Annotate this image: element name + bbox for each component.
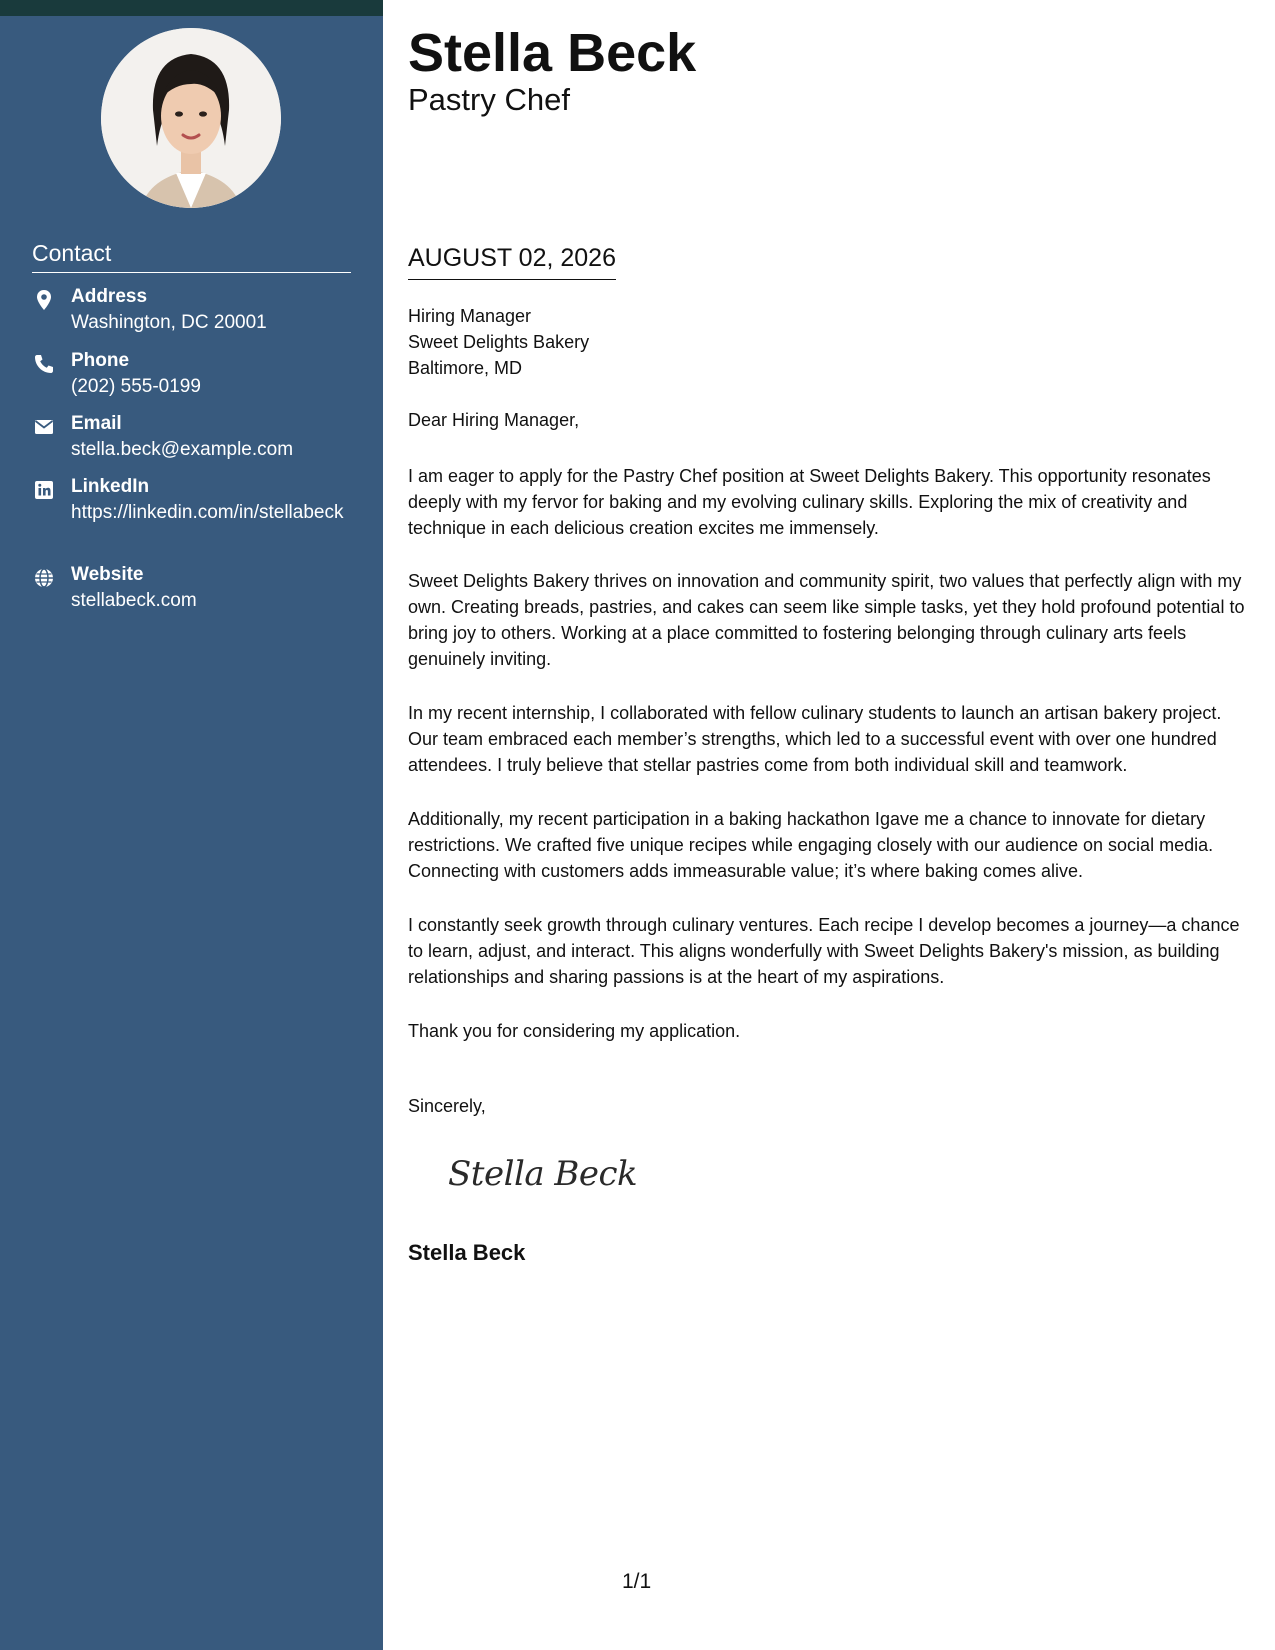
body-paragraph: I am eager to apply for the Pastry Chef position at Sweet Delights Bakery. This opportunity resonates deeply with my fervor for baking and my evolving culinary skills. Exploring the mix of creativity and technique in each delicious creation excites me immensely. bbox=[408, 466, 1211, 538]
contact-value: (202) 555-0199 bbox=[71, 376, 201, 397]
recipient-line: Baltimore, MD bbox=[408, 358, 523, 378]
avatar bbox=[101, 28, 281, 208]
contact-label: Email bbox=[71, 413, 122, 434]
contact-label: Website bbox=[71, 564, 144, 585]
job-title: Pastry Chef bbox=[408, 82, 570, 117]
body-paragraph: In my recent internship, I collaborated with fellow culinary students to launch an artisan bakery project. Our team embraced each member’s strengths, which led to a successful event with over one hundred attendees. I truly believe that stellar pastries come from both individual skill and teamwork. bbox=[408, 703, 1222, 775]
handwritten-signature: Stella Beck bbox=[448, 1154, 638, 1194]
contact-label: LinkedIn bbox=[71, 476, 150, 497]
body-paragraph: Sweet Delights Bakery thrives on innovation and community spirit, two values that perfectly align with my own. Creating breads, pastries, and cakes can seem like simple tasks, yet they hold profound potential to bring joy to others. Working at a place committed to fostering belonging through culinary arts feels genuinely inviting. bbox=[408, 571, 1245, 669]
recipient-line: Hiring Manager bbox=[408, 306, 532, 326]
body-paragraph: Thank you for considering my application. bbox=[408, 1021, 741, 1041]
contact-value: https://linkedin.com/in/stellabeck bbox=[71, 502, 344, 523]
body-paragraph: Additionally, my recent participation in a baking hackathon Igave me a chance to innovate for dietary restrictions. We crafted five unique recipes while engaging closely with our audience on social media. Connecting with customers adds immeasurable value; it’s where baking comes alive. bbox=[408, 809, 1214, 881]
contact-label: Address bbox=[71, 286, 148, 307]
recipient-line: Sweet Delights Bakery bbox=[408, 332, 590, 352]
closing: Sincerely, bbox=[408, 1096, 486, 1116]
globe-icon bbox=[32, 566, 56, 590]
phone-icon bbox=[32, 352, 56, 376]
contact-value: stella.beck@example.com bbox=[71, 439, 294, 460]
contact-value: stellabeck.com bbox=[71, 590, 197, 611]
sidebar bbox=[0, 0, 383, 1650]
linkedin-icon bbox=[32, 478, 56, 502]
contact-label: Phone bbox=[71, 350, 130, 371]
signed-name: Stella Beck bbox=[408, 1240, 526, 1265]
contact-section-title: Contact bbox=[32, 240, 351, 273]
recipient-block bbox=[408, 303, 589, 381]
body-paragraph: I constantly seek growth through culinary ventures. Each recipe I develop becomes a journey—a chance to learn, adjust, and interact. This aligns wonderfully with Sweet Delights Bakery's mission, as building relationships and sharing passions is at the heart of my aspirations. bbox=[408, 915, 1240, 987]
applicant-name: Stella Beck bbox=[408, 23, 697, 83]
sidebar-top-bar bbox=[0, 0, 383, 16]
page-number: 1/1 bbox=[622, 1570, 652, 1593]
envelope-icon bbox=[32, 415, 56, 439]
contact-value: Washington, DC 20001 bbox=[71, 312, 267, 333]
avatar-portrait-icon bbox=[101, 28, 281, 208]
map-pin-icon bbox=[32, 288, 56, 312]
salutation: Dear Hiring Manager, bbox=[408, 410, 580, 430]
letter-date: AUGUST 02, 2026 bbox=[408, 244, 616, 280]
